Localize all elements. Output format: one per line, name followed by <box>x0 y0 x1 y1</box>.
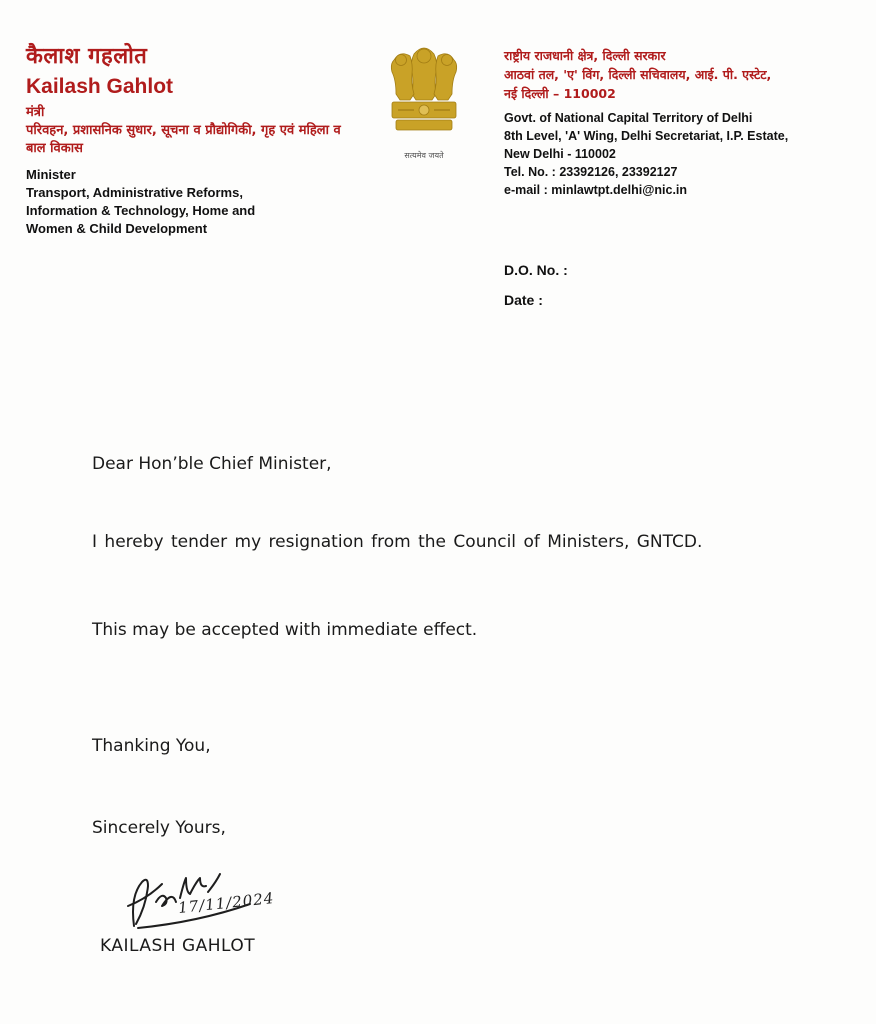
address-english-line2: New Delhi - 110002 <box>504 147 616 161</box>
emblem <box>384 36 464 166</box>
date-label: Date : <box>504 292 543 308</box>
minister-header <box>26 44 376 238</box>
portfolio-hindi: परिवहन, प्रशासनिक सुधार, सूचना व प्रौद्योगिकी, गृह एवं महिला व बाल विकास <box>26 123 341 156</box>
emblem-motto: सत्यमेव जयते <box>404 151 444 160</box>
address-hindi-line1: आठवां तल, 'ए' विंग, दिल्ली सचिवालय, आई. पी. एस्टेट, <box>504 67 772 82</box>
resignation-paragraph: I hereby tender my resignation from the Council of Ministers, GNTCD. <box>92 532 703 552</box>
designation-hindi: मंत्री <box>26 105 45 120</box>
office-address-header <box>504 46 864 199</box>
minister-name-hindi: कैलाश गहलोत <box>26 44 148 69</box>
designation-english: Minister <box>26 167 76 182</box>
signer-name: KAILASH GAHLOT <box>100 936 256 956</box>
minister-name-english: Kailash Gahlot <box>26 75 174 98</box>
email-address: e-mail : minlawtpt.delhi@nic.in <box>504 183 688 197</box>
govt-name-hindi: राष्ट्रीय राजधानी क्षेत्र, दिल्ली सरकार <box>504 48 666 63</box>
salutation: Dear Hon’ble Chief Minister, <box>92 454 332 474</box>
address-english-line1: 8th Level, 'A' Wing, Delhi Secretariat, I.P. Estate, <box>504 129 789 143</box>
portfolio-english: Transport, Administrative Reforms, Information & Technology, Home and Women & Child Development <box>26 185 256 236</box>
closing-thanks: Thanking You, <box>92 736 211 756</box>
do-number-label: D.O. No. : <box>504 262 568 278</box>
address-hindi-line2: नई दिल्ली – 110002 <box>504 86 616 101</box>
acceptance-paragraph: This may be accepted with immediate effect. <box>92 620 478 640</box>
closing-sincerely: Sincerely Yours, <box>92 818 226 838</box>
signature-date: 17/11/2024 <box>177 889 276 917</box>
telephone-numbers: Tel. No. : 23392126, 23392127 <box>504 165 678 179</box>
govt-name-english: Govt. of National Capital Territory of Delhi <box>504 111 753 125</box>
national-emblem-icon <box>384 36 464 148</box>
